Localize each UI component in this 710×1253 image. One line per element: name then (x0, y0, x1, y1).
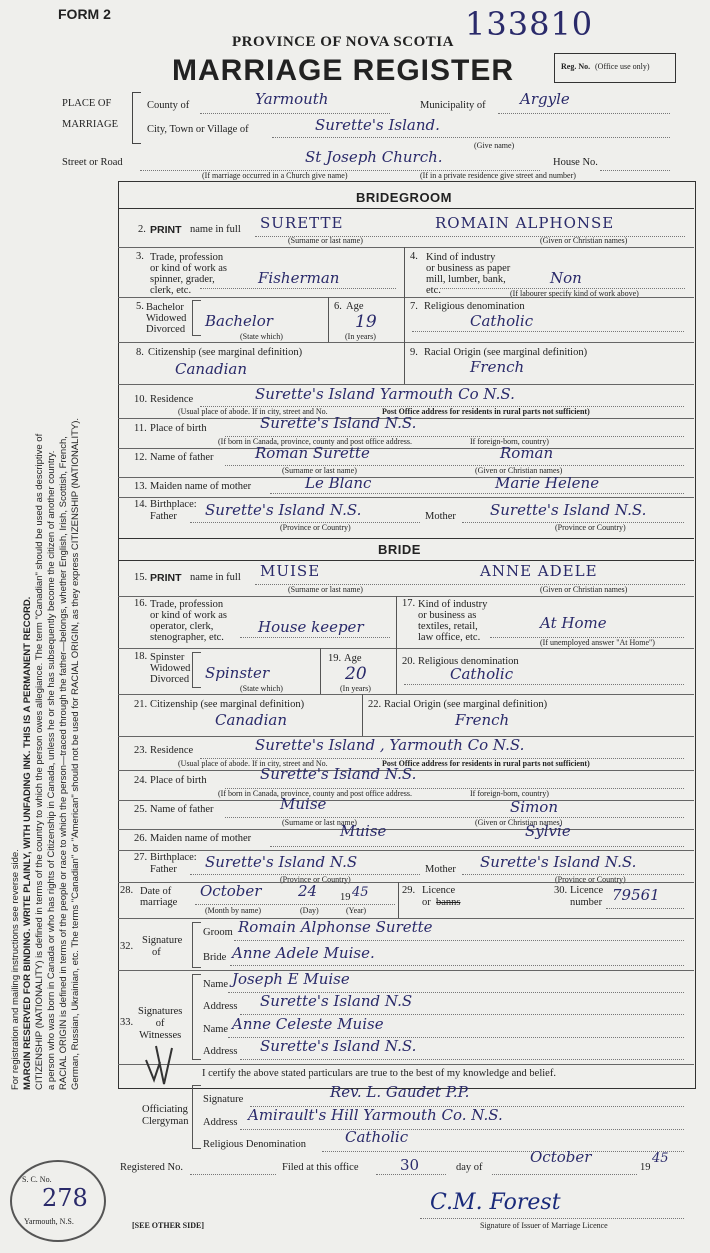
field-3-label: Trade, profession or kind of work as spinner, grader, clerk, etc. (150, 252, 227, 296)
private-residence-note: (If in a private residence give street and number) (420, 171, 576, 180)
clergy-address-label: Address (203, 1117, 238, 1128)
city-value: Surette's Island. (315, 116, 440, 134)
groom-marital-status: Bachelor (205, 312, 273, 330)
field-15-label: name in full (190, 572, 241, 583)
field-21-num: 21. (134, 699, 148, 710)
state-which-note: (State which) (240, 332, 283, 341)
bride-father-birthplace: Surette's Island N.S (205, 853, 358, 871)
unemployed-note: (If unemployed answer "At Home") (540, 638, 655, 647)
field-6-label: Age (346, 301, 364, 312)
county-label: County of (147, 100, 190, 111)
field-3-num: 3. (136, 251, 144, 262)
witness1-name: Joseph E Muise (232, 970, 350, 988)
street-value: St Joseph Church. (305, 148, 443, 166)
prov-note-2: (Province or Country) (555, 523, 626, 532)
field-32-label-b: of (152, 947, 161, 958)
bride-father-given-note: (Given or Christian names) (475, 818, 563, 827)
field-29-licence: Licence (422, 885, 456, 896)
marriage-day: 24 (298, 882, 318, 900)
reg-no-box (554, 53, 676, 83)
bride-father-name: Muise (280, 795, 327, 813)
field-23-label: Residence (150, 745, 194, 756)
certification-text: I certify the above stated particulars are true to the best of my knowledge and belief. (202, 1068, 556, 1079)
witness2-address-label: Address (203, 1046, 238, 1057)
clergy-signature: Rev. L. Gaudet P.P. (330, 1083, 470, 1101)
field-17-label: Kind of industry or business as textiles, retail, law office, etc. (418, 599, 488, 643)
field-9-num: 9. (410, 347, 418, 358)
bride-surname: MUISE (260, 562, 321, 580)
field-30-num: 30. (554, 885, 568, 896)
field-21-label: Citizenship (see marginal definition) (150, 699, 305, 710)
bride-birthplace: Surette's Island N.S. (260, 765, 417, 783)
marriage-year-prefix: 19 (340, 892, 351, 903)
bride-citizenship: Canadian (215, 711, 288, 729)
bridegroom-heading: BRIDEGROOM (356, 190, 452, 205)
in-years-note: (In years) (345, 332, 376, 341)
church-note: (If marriage occurred in a Church give name) (202, 171, 348, 180)
bride-prov-note-2: (Province or Country) (555, 875, 626, 884)
groom-father-birthplace: Surette's Island N.S. (205, 501, 362, 519)
field-27-label-b: Father (150, 864, 177, 875)
field-7-num: 7. (410, 301, 418, 312)
field-10-num: 10. (134, 394, 148, 405)
side-line-1: For registration and mailing instructions see reverse side. (10, 849, 21, 1090)
groom-surname: SURETTE (260, 214, 344, 232)
field-24-num: 24. (134, 775, 148, 786)
field-30-licence: Licence (570, 885, 604, 896)
field-8-num: 8. (136, 347, 144, 358)
field-33-label: Signatures of Witnesses (138, 1006, 183, 1041)
stamp-number: 278 (42, 1184, 88, 1212)
denomination-label: Religious Denomination (203, 1139, 306, 1150)
field-14-num: 14. (134, 499, 148, 510)
groom-industry: Non (550, 269, 582, 287)
clergy-address: Amirault's Hill Yarmouth Co. N.S. (248, 1106, 503, 1124)
field-6-num: 6. (334, 301, 342, 312)
witness2-address: Surette's Island N.S. (260, 1037, 417, 1055)
clergy-signature-label: Signature (203, 1094, 244, 1105)
field-22-label: Racial Origin (see marginal definition) (384, 699, 548, 710)
groom-citizenship: Canadian (175, 360, 248, 378)
witness1-address-label: Address (203, 1001, 238, 1012)
field-17-num: 17. (402, 598, 416, 609)
groom-mother-birthplace: Surette's Island N.S. (490, 501, 647, 519)
side-instructions (10, 90, 82, 1090)
bride-mother-given: Sylvie (525, 822, 571, 840)
filed-label: Filed at this office (282, 1162, 359, 1173)
field-14-mother-label: Mother (425, 511, 456, 522)
municipality-line (498, 113, 670, 114)
place-of-label: PLACE OF (62, 98, 112, 109)
groom-occupation: Fisherman (258, 269, 340, 287)
stamp-top-text: S. C. No. (22, 1175, 52, 1184)
day-of-label: day of (456, 1162, 483, 1173)
groom-age: 19 (355, 312, 377, 332)
field-4-label: Kind of industry or business as paper mill, lumber, bank, etc. (426, 252, 511, 296)
bride-mother-birthplace: Surette's Island N.S. (480, 853, 637, 871)
field-19-num: 19. (328, 653, 342, 664)
city-label: City, Town or Village of (147, 124, 249, 135)
field-12-num: 12. (134, 452, 148, 463)
field-15-num: 15. (134, 572, 148, 583)
field-28-num: 28. (120, 885, 134, 896)
field-2-print: PRINT (150, 224, 182, 236)
registered-no-label: Registered No. (120, 1162, 183, 1173)
field-9-label: Racial Origin (see marginal definition) (424, 347, 588, 358)
field-23-num: 23. (134, 745, 148, 756)
field-11-label: Place of birth (150, 423, 207, 434)
bride-surname-note: (Surname or last name) (288, 585, 363, 594)
bride-residence: Surette's Island , Yarmouth Co N.S. (255, 736, 525, 754)
bride-heading: BRIDE (378, 542, 421, 557)
groom-given-names: ROMAIN ALPHONSE (435, 214, 615, 232)
field-27-label-a: Birthplace: (150, 852, 197, 863)
city-line (272, 137, 670, 138)
reg-no-office-note: (Office use only) (595, 62, 650, 71)
field-7-label: Religious denomination (424, 301, 525, 312)
field-32-label-a: Signature (142, 935, 183, 946)
marriage-year-suffix: 45 (352, 885, 369, 900)
field-14-label-b: Father (150, 511, 177, 522)
groom-mother-given: Marie Helene (495, 474, 600, 492)
filed-year-prefix: 19 (640, 1162, 651, 1173)
residence-note-b: Post Office address for residents in rural parts not sufficient) (382, 407, 590, 416)
province-heading: PROVINCE OF NOVA SCOTIA (232, 34, 454, 50)
witness2-name-label: Name (203, 1024, 229, 1035)
tick-mark-icon (142, 1040, 182, 1090)
field-13-num: 13. (134, 481, 148, 492)
officiating-label: Officiating Clergyman (142, 1104, 189, 1127)
bride-residence-note-a: (Usual place of abode. If in city, street and No. (178, 759, 328, 768)
issuer-note: Signature of Issuer of Marriage Licence (480, 1221, 608, 1230)
field-29-or: or (422, 897, 431, 908)
bride-residence-note-b: Post Office address for residents in rural parts not sufficient) (382, 759, 590, 768)
filed-day: 30 (400, 1156, 420, 1174)
field-10-label: Residence (150, 394, 194, 405)
street-label: Street or Road (62, 157, 123, 168)
field-11-num: 11. (134, 423, 147, 434)
bride-prov-note-1: (Province or Country) (280, 875, 351, 884)
field-30-number: number (570, 897, 603, 908)
witness2-name: Anne Celeste Muise (232, 1015, 384, 1033)
bride-racial-origin: French (455, 711, 510, 729)
bride-father-given: Simon (510, 798, 558, 816)
give-name-note: (Give name) (474, 141, 515, 150)
side-line-6: German, Russian, Ukrainian, etc. The terms "Canadian" or "American" should not be used for RACIAL ORIGIN, as they express CITIZENSHIP (NATIONALITY). (70, 417, 81, 1090)
witness1-name-label: Name (203, 979, 229, 990)
side-line-5: RACIAL ORIGIN is defined in terms of the people or race to which the person—traced through the father—belongs, whether English, Irish, Scottish, French, (58, 436, 69, 1090)
field-20-num: 20. (402, 656, 416, 667)
birthplace-note-b: If foreign-born, country) (470, 437, 549, 446)
field-16-label: Trade, profession or kind of work as operator, clerk, stenographer, etc. (150, 599, 227, 643)
registry-stamp (10, 1160, 106, 1242)
see-other-side: [SEE OTHER SIDE] (132, 1221, 205, 1230)
bride-occupation: House keeper (258, 618, 364, 636)
field-26-label: Maiden name of mother (150, 833, 252, 844)
bride-given-note: (Given or Christian names) (540, 585, 628, 594)
groom-father-name: Roman Surette (255, 444, 370, 462)
filed-month: October (530, 1148, 592, 1166)
county-line (200, 113, 390, 114)
field-2-label: name in full (190, 224, 241, 235)
field-18-label: Spinster Widowed Divorced (150, 652, 191, 685)
father-surname-note: (Surname or last name) (282, 466, 357, 475)
month-note: (Month by name) (205, 906, 261, 915)
marriage-label: MARRIAGE (62, 119, 119, 130)
bride-sig-label: Bride (203, 952, 227, 963)
issuer-signature: C.M. Forest (430, 1190, 561, 1215)
side-line-4: a person who was born in Canada or who has rights of Citizenship in Canada, unless he or she has subsequently become the citizen of another country. (46, 450, 57, 1090)
licence-number: 79561 (612, 886, 660, 904)
groom-racial-origin: French (470, 358, 525, 376)
reg-no-label: Reg. No. (561, 62, 591, 71)
field-25-num: 25. (134, 804, 148, 815)
surname-note: (Surname or last name) (288, 236, 363, 245)
bride-state-which-note: (State which) (240, 684, 283, 693)
field-16-num: 16. (134, 598, 148, 609)
field-14-label-a: Birthplace: (150, 499, 197, 510)
bride-age: 20 (345, 664, 367, 684)
bride-religion: Catholic (450, 665, 514, 683)
bride-father-surname-note: (Surname or last name) (282, 818, 357, 827)
given-note: (Given or Christian names) (540, 236, 628, 245)
groom-religion: Catholic (470, 312, 534, 330)
municipality-label: Municipality of (420, 100, 486, 111)
field-15-print: PRINT (150, 572, 182, 584)
groom-signature: Romain Alphonse Surette (238, 918, 433, 936)
field-26-num: 26. (134, 833, 148, 844)
field-27-num: 27. (134, 852, 148, 863)
groom-sig-label: Groom (203, 927, 233, 938)
groom-residence: Surette's Island Yarmouth Co N.S. (255, 385, 515, 403)
year-note: (Year) (346, 906, 367, 915)
handwritten-register-number: 133810 (465, 5, 594, 43)
field-2-num: 2. (138, 224, 146, 235)
side-line-2: MARGIN RESERVED FOR BINDING. WRITE PLAINLY, WITH UNFADING INK. THIS IS A PERMANENT RECORD. (22, 596, 33, 1090)
prov-note-1: (Province or Country) (280, 523, 351, 532)
field-27-mother-label: Mother (425, 864, 456, 875)
field-33-num: 33. (120, 1017, 134, 1028)
bride-in-years-note: (In years) (340, 684, 371, 693)
father-given-note: (Given or Christian names) (475, 466, 563, 475)
county-value: Yarmouth (255, 90, 329, 108)
municipality-value: Argyle (520, 90, 570, 108)
marriage-month: October (200, 882, 262, 900)
field-29-banns: banns (436, 897, 461, 908)
bride-industry: At Home (540, 614, 607, 632)
groom-birthplace: Surette's Island N.S. (260, 414, 417, 432)
bride-marital-status: Spinster (205, 664, 270, 682)
filed-year-suffix: 45 (652, 1151, 669, 1166)
house-line (600, 170, 670, 171)
field-25-label: Name of father (150, 804, 214, 815)
field-29-num: 29. (402, 885, 416, 896)
field-19-label: Age (344, 653, 362, 664)
day-note: (Day) (300, 906, 319, 915)
side-line-3: CITIZENSHIP (NATIONALITY) is defined in terms of the country to which the person owes allegiance. The term "Canadian" should be used as descriptive of (34, 433, 45, 1090)
field-4-num: 4. (410, 251, 418, 262)
clergy-denomination: Catholic (345, 1128, 409, 1146)
witness1-address: Surette's Island N.S (260, 992, 413, 1010)
field-24-label: Place of birth (150, 775, 207, 786)
bride-mother-maiden-name: Muise (340, 822, 387, 840)
place-bracket (132, 92, 141, 144)
field-5-label: Bachelor Widowed Divorced (146, 302, 187, 335)
residence-note-a: (Usual place of abode. If in city, street and No. (178, 407, 328, 416)
field-22-num: 22. (368, 699, 382, 710)
bride-given-names: ANNE ADELE (480, 562, 598, 580)
bride-birthplace-note-b: If foreign-born, country) (470, 789, 549, 798)
field-12-label: Name of father (150, 452, 214, 463)
bride-birthplace-note-a: (If born in Canada, province, county and post office address. (218, 789, 413, 798)
groom-mother-maiden-name: Le Blanc (305, 474, 372, 492)
house-label: House No. (553, 157, 598, 168)
field-20-label: Religious denomination (418, 656, 519, 667)
bride-signature: Anne Adele Muise. (232, 944, 375, 962)
field-18-num: 18. (134, 651, 148, 662)
page-title: MARRIAGE REGISTER (172, 54, 515, 87)
field-13-label: Maiden name of mother (150, 481, 252, 492)
birthplace-note-a: (If born in Canada, province, county and post office address. (218, 437, 413, 446)
field-8-label: Citizenship (see marginal definition) (148, 347, 303, 358)
field-28-label: Date of marriage (140, 886, 178, 908)
field-32-num: 32. (120, 941, 134, 952)
form-number: FORM 2 (58, 6, 111, 22)
stamp-place: Yarmouth, N.S. (24, 1217, 74, 1226)
groom-father-given: Roman (500, 444, 554, 462)
labourer-note: (If labourer specify kind of work above) (510, 289, 639, 298)
field-5-num: 5. (136, 301, 144, 312)
